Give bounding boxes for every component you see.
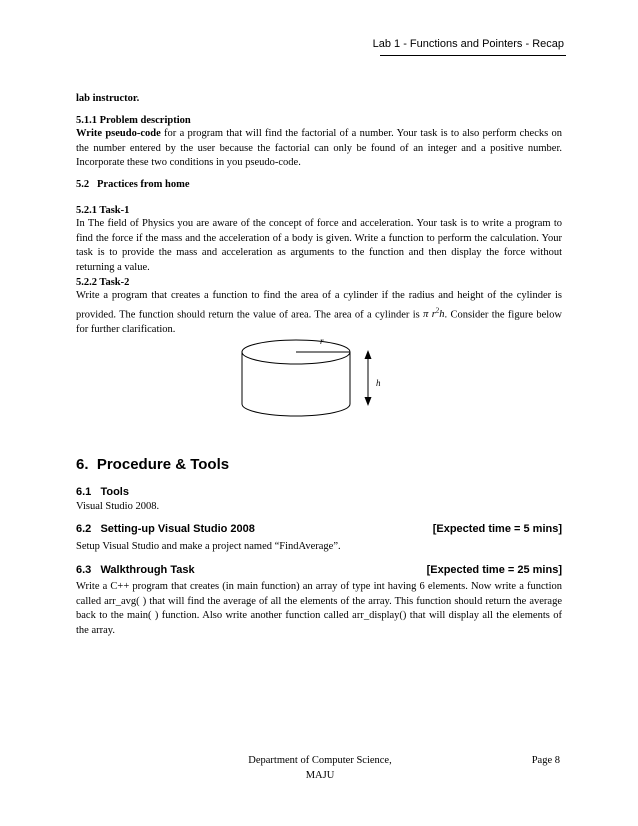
section-6-heading: 6. Procedure & Tools: [76, 456, 230, 473]
section-5-2-1-body: In The field of Physics you are aware of the concept of force and acceleration. Your task is to write a program to find the force if the mass and the acceleration of a body is given. Write a function to perform the calculation. Your task is to provide the mass and acceleration as arguments to the function and then display the force without returning a value.: [76, 218, 562, 273]
section-6-1-heading: 6.1 Tools: [76, 486, 129, 498]
intro-text: lab instructor.: [76, 93, 140, 104]
section-5-2-heading: 5.2 Practices from home: [76, 179, 190, 190]
cylinder-bottom-arc: [242, 404, 350, 416]
section-6-3-heading-row: [76, 564, 562, 576]
section-6-3-heading: 6.3 Walkthrough Task: [76, 564, 195, 576]
cylinder-figure: [236, 330, 386, 430]
formula-pi: π: [423, 309, 429, 321]
footer-dept-line2: MAJU: [305, 770, 335, 781]
task2-text-after: . Consider the figure below for further clarification.: [76, 309, 562, 335]
footer-department: [240, 753, 400, 783]
area-formula: [423, 306, 445, 321]
section-6-1-body: Visual Studio 2008.: [76, 501, 160, 512]
section-6-2-heading-row: [76, 523, 562, 535]
running-header: Lab 1 - Functions and Pointers - Recap: [372, 38, 564, 50]
section-6-2-body: Setup Visual Studio and make a project named “FindAverage”.: [76, 541, 341, 552]
section-5-2-1-heading: 5.2.1 Task-1: [76, 205, 130, 216]
formula-r: r: [431, 309, 436, 321]
height-arrow-up: [365, 350, 372, 359]
footer-page-number: Page 8: [531, 755, 560, 766]
footer-dept-line1: Department of Computer Science,: [248, 755, 392, 766]
radius-label: r: [320, 336, 324, 346]
section-6-2-time: [Expected time = 5 mins]: [432, 523, 562, 535]
section-5-1-1-heading: 5.1.1 Problem description: [76, 115, 191, 126]
formula-h: h: [439, 309, 445, 321]
task2-text-before: Write a program that creates a function to find the area of a cylinder if the radius and height of the cylinder is provided. The function should return the value of area. The area of a cylinder is: [76, 290, 562, 321]
section-6-3-body: Write a C++ program that creates (in main function) an array of type int having 6 elements. Now write a function called arr_avg( ) that will find the average of all the elements of the array. This function should return the average back to the main( ) function. Also write another function called arr_display() that will display all the elements of the array.: [76, 581, 562, 636]
height-label: h: [376, 378, 381, 388]
section-6-3-time: [Expected time = 25 mins]: [426, 564, 562, 576]
formula-exponent: 2: [435, 306, 440, 315]
section-6-2-heading: 6.2 Setting-up Visual Studio 2008: [76, 523, 255, 535]
header-rule: [380, 55, 566, 56]
height-arrow-down: [365, 397, 372, 406]
section-5-1-1-body: [76, 127, 562, 171]
section-5-2-2-heading: 5.2.2 Task-2: [76, 277, 130, 288]
pseudo-code-lead: Write pseudo-code: [76, 128, 161, 139]
section-5-1-1-text: for a program that will find the factorial of a number. Your task is to also perform checks on the number entered by the user because the factorial can only be found of an integer and a positive number. Incorporate these two conditions in you pseudo-code.: [76, 128, 563, 169]
